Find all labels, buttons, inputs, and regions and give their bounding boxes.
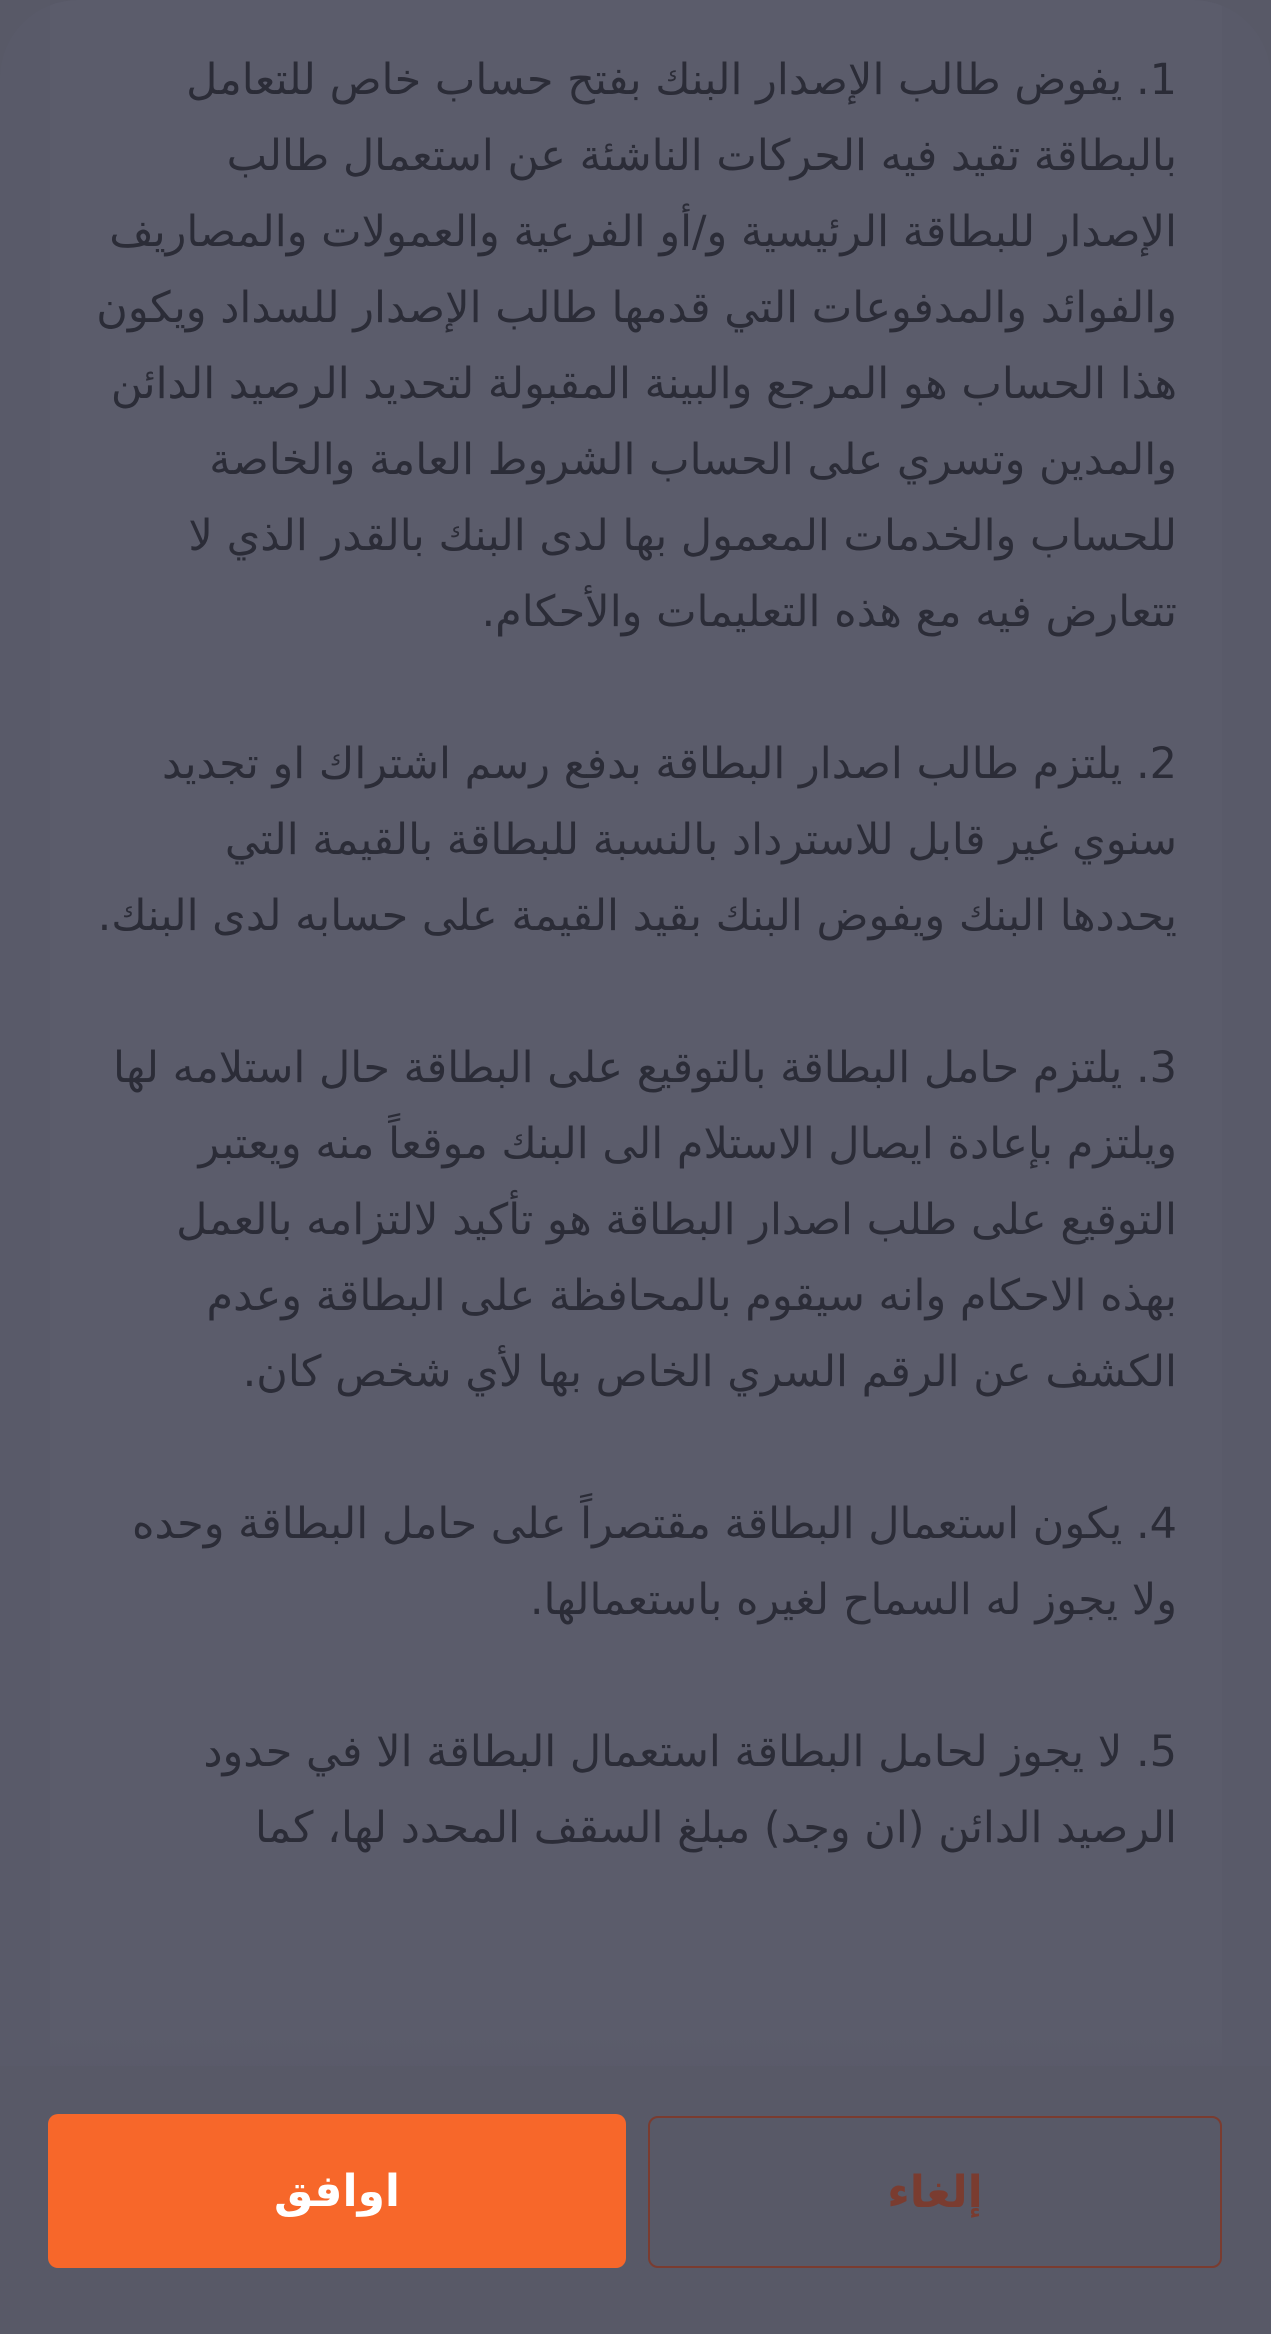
cancel-button[interactable] — [648, 2116, 1222, 2268]
agree-button-label: اوافق — [274, 2165, 400, 2217]
terms-scroll-area[interactable] — [95, 42, 1177, 2066]
terms-list — [95, 42, 1177, 1866]
term-item-3: 3. يلتزم حامل البطاقة بالتوقيع على البطاقة حال استلامه لها ويلتزم بإعادة ايصال الاستلام الى البنك موقعاً منه ويعتبر التوقيع على طلب اصدار البطاقة هو تأكيد لالتزامه بالعمل بهذه الاحكام وانه سيقوم بالمحافظة على البطاقة وعدم الكشف عن الرقم السري الخاص بها لأي شخص كان. — [112, 1043, 1177, 1397]
term-item-5: 5. لا يجوز لحامل البطاقة استعمال البطاقة الا في حدود الرصيد الدائن (ان وجد) مبلغ السقف المحدد لها، كما — [203, 1727, 1177, 1853]
term-item-1: 1. يفوض طالب الإصدار البنك بفتح حساب خاص للتعامل بالبطاقة تقيد فيه الحركات الناشئة عن استعمال طالب الإصدار للبطاقة الرئيسية و/أو الفرعية والعمولات والمصاريف والفوائد والمدفوعات التي قدمها طالب الإصدار للسداد ويكون هذا الحساب هو المرجع والبينة المقبولة لتحديد الرصيد الدائن والمدين وتسري على الحساب الشروط العامة والخاصة للحساب والخدمات المعمول بها لدى البنك بالقدر الذي لا تتعارض فيه مع هذه التعليمات والأحكام. — [96, 55, 1177, 637]
term-item-2: 2. يلتزم طالب اصدار البطاقة بدفع رسم اشتراك او تجديد سنوي غير قابل للاسترداد بالنسبة للبطاقة بالقيمة التي يحددها البنك ويفوض البنك بقيد القيمة على حسابه لدى البنك. — [97, 739, 1177, 941]
agree-button[interactable] — [48, 2114, 626, 2268]
cancel-button-label: إلغاء — [887, 2166, 983, 2218]
term-item-4: 4. يكون استعمال البطاقة مقتصراً على حامل البطاقة وحده ولا يجوز له السماح لغيره باستعمالها. — [132, 1499, 1177, 1625]
